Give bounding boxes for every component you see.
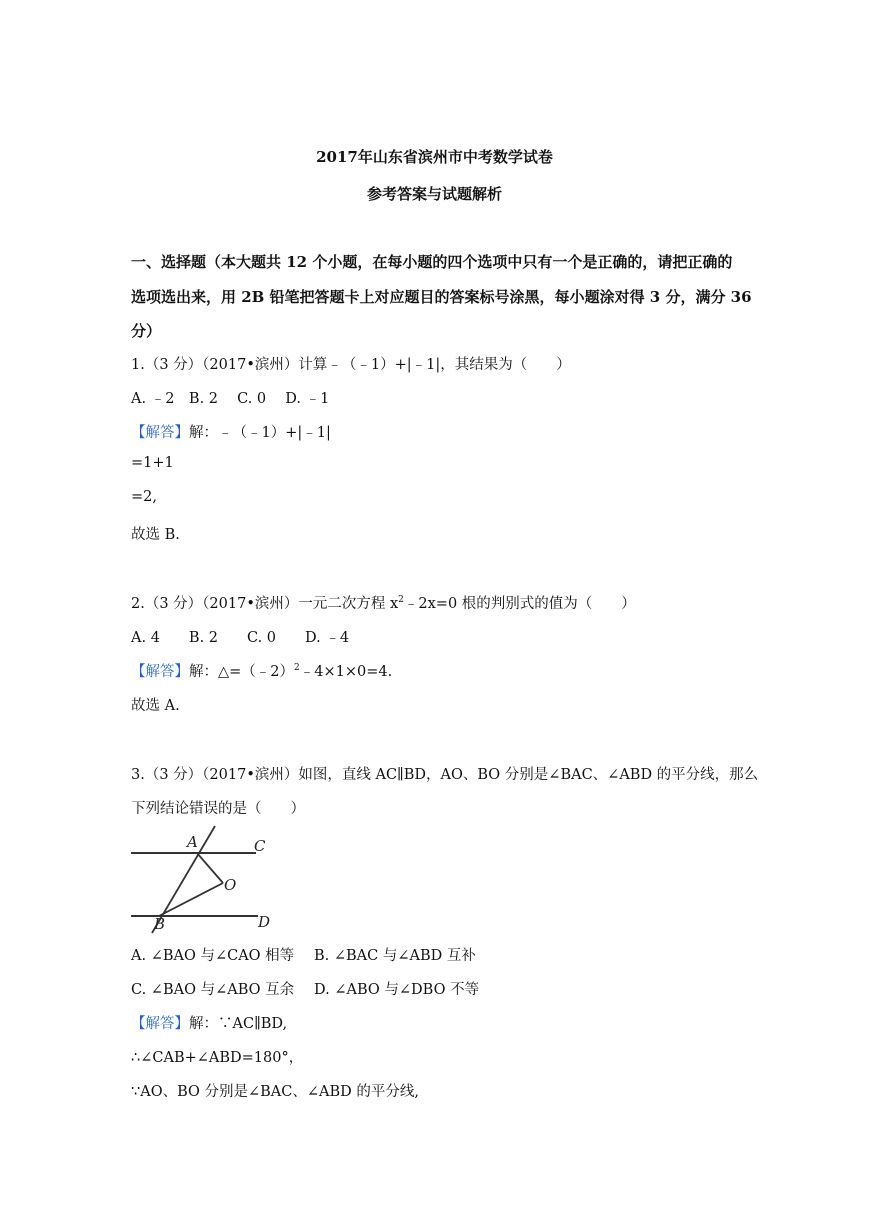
q1-solution-line-4: 故选 B. <box>131 527 180 543</box>
q2-solution-exponent: 2 <box>294 663 300 673</box>
label-a: A <box>187 833 198 851</box>
q1-solution-line-1 <box>131 421 331 442</box>
q3-solution-text: 解：∵AC∥BD, <box>189 1016 288 1032</box>
q2-solution-line-1 <box>131 660 392 681</box>
q2-solution-a: 解：△=（﹣2） <box>189 664 295 680</box>
segment-bo <box>159 883 223 916</box>
q1-solution-line-3: =2, <box>131 489 157 505</box>
answer-tag: 【解答】 <box>131 425 189 441</box>
q3-solution-line-2: ∴∠CAB+∠ABD=180°， <box>131 1050 304 1066</box>
q2-stem <box>131 592 636 613</box>
geometry-figure <box>128 823 278 935</box>
page-title: 2017年山东省滨州市中考数学试卷 <box>316 148 553 166</box>
q1-stem: 1.（3 分）（2017•滨州）计算﹣（﹣1）+|﹣1|，其结果为（ ） <box>131 357 571 373</box>
q3-options-row-2 <box>131 978 479 999</box>
segment-ao <box>197 853 223 883</box>
page-subtitle: 参考答案与试题解析 <box>366 185 502 203</box>
q1-solution-line-2: =1+1 <box>131 455 174 471</box>
q2-options: A. 4 B. 2 C. 0 D. ﹣4 <box>131 630 350 646</box>
label-c: C <box>254 837 266 855</box>
answer-tag: 【解答】 <box>131 664 189 680</box>
q3-option-d: D. ∠ABO 与∠DBO 不等 <box>314 982 480 998</box>
section-heading-line-3: 分） <box>131 322 162 340</box>
q3-solution-line-1 <box>131 1012 287 1033</box>
q1-options: A. ﹣2 B. 2 C. 0 D. ﹣1 <box>131 391 330 407</box>
q1-solution-text: 解：﹣（﹣1）+|﹣1| <box>189 425 331 441</box>
label-o: O <box>224 876 237 894</box>
q3-stem-line-2: 下列结论错误的是（ ） <box>131 801 305 817</box>
label-b: B <box>154 915 166 933</box>
section-heading-line-1: 一、选择题（本大题共 12 个小题，在每小题的四个选项中只有一个是正确的，请把正确的 <box>131 253 733 271</box>
q2-solution-line-2: 故选 A. <box>131 698 180 714</box>
q3-options-row-1 <box>131 944 476 965</box>
q3-stem-line-1: 3.（3 分）（2017•滨州）如图，直线 AC∥BD，AO、BO 分别是∠BAC、∠ABD 的平分线，那么 <box>131 767 759 783</box>
answer-tag: 【解答】 <box>131 1016 189 1032</box>
q2-stem-a: 2.（3 分）（2017•滨州）一元二次方程 x <box>131 596 399 612</box>
q3-option-c: C. ∠BAO 与∠ABO 互余 <box>131 982 295 998</box>
q2-stem-b: ﹣2x=0 根的判别式的值为（ ） <box>403 596 636 612</box>
section-heading-line-2: 选项选出来，用 2B 铅笔把答题卡上对应题目的答案标号涂黑，每小题涂对得 3 分，满分 36 <box>131 288 752 306</box>
label-d: D <box>258 913 271 931</box>
q2-solution-b: ﹣4×1×0=4. <box>299 664 393 680</box>
q3-option-b: B. ∠BAC 与∠ABD 互补 <box>314 948 476 964</box>
q3-solution-line-3: ∵AO、BO 分别是∠BAC、∠ABD 的平分线, <box>131 1084 419 1100</box>
q2-stem-exponent: 2 <box>398 595 404 605</box>
q3-option-a: A. ∠BAO 与∠CAO 相等 <box>131 948 295 964</box>
